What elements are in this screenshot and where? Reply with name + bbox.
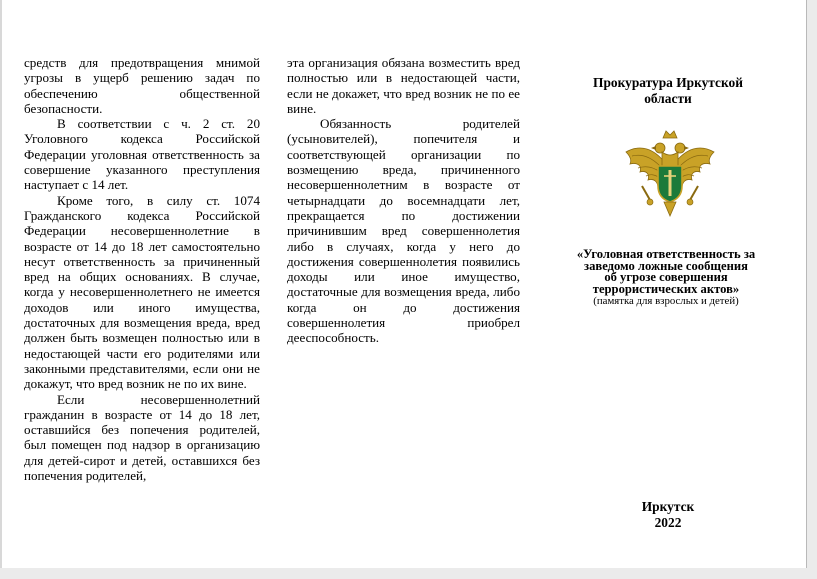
publication-place-year bbox=[568, 499, 768, 531]
page-shadow-bottom bbox=[0, 568, 807, 579]
brochure-subtitle: (памятка для взрослых и детей) bbox=[593, 295, 739, 308]
organization-name bbox=[568, 75, 768, 106]
city: Иркутск bbox=[641, 499, 695, 514]
organization-line: области bbox=[644, 90, 692, 106]
year: 2022 bbox=[654, 515, 682, 530]
brochure-title bbox=[558, 249, 774, 307]
paragraph: средств для предотвращения мнимой угрозы в ущерб решению задач по обеспечению общественной безопасности. bbox=[24, 55, 260, 116]
paragraph: эта организация обязана возместить вред полностью или в недостающей части, если не докажет, что вред возник не по ее вине. bbox=[287, 55, 520, 116]
page-shadow-right bbox=[807, 0, 817, 579]
middle-text-column bbox=[287, 55, 520, 346]
title-line: «Уголовная ответственность за bbox=[576, 247, 756, 261]
left-text-column bbox=[24, 55, 260, 483]
paragraph: Обязанность родителей (усыновителей), попечителя и соответствующей организации по возмещению вреда, причиненного несовершеннолетним в возрасте от четырнадцати до восемнадцати лет, прекращается по достижении причинившим вред совершеннолетия либо в случаях, когда у него до достижения совершеннолетия появились доходы или иное имущество, достаточные для возмещения вреда, либо когда он до достижения совершеннолетия приобрел дееспособность. bbox=[287, 116, 520, 346]
title-line: террористических актов» bbox=[592, 281, 740, 296]
page-left-edge bbox=[0, 0, 2, 579]
cover-panel bbox=[568, 0, 768, 560]
prosecutor-emblem-icon bbox=[620, 126, 720, 230]
paragraph: Кроме того, в силу ст. 1074 Гражданского кодекса Российской Федерации несовершеннолетние в возрасте от 14 до 18 лет самостоятельно несут ответственность за причиненный вред на общих основаниях. В случае, когда у несовершеннолетнего не имеется доходов или иного имущества, достаточных для возмещения вреда, вред должен быть возмещен полностью или в недостающей части его родителями или законными представителями, если они не докажут, что вред возник не по их вине. bbox=[24, 192, 260, 392]
title-line: заведомо ложные сообщения bbox=[584, 258, 748, 273]
paragraph: В соответствии с ч. 2 ст. 20 Уголовного кодекса Российской Федерации уголовная ответственность за совершение указанного преступления наступает с 14 лет. bbox=[24, 116, 260, 193]
paragraph: Если несовершеннолетний гражданин в возрасте от 14 до 18 лет, оставшийся без попечения родителей, был помещен под надзор в организацию для детей-сирот и детей, оставшихся без попечения родителей, bbox=[24, 391, 260, 484]
organization-line: Прокуратура Иркутской bbox=[593, 75, 743, 90]
title-line: об угрозе совершения bbox=[604, 270, 728, 285]
